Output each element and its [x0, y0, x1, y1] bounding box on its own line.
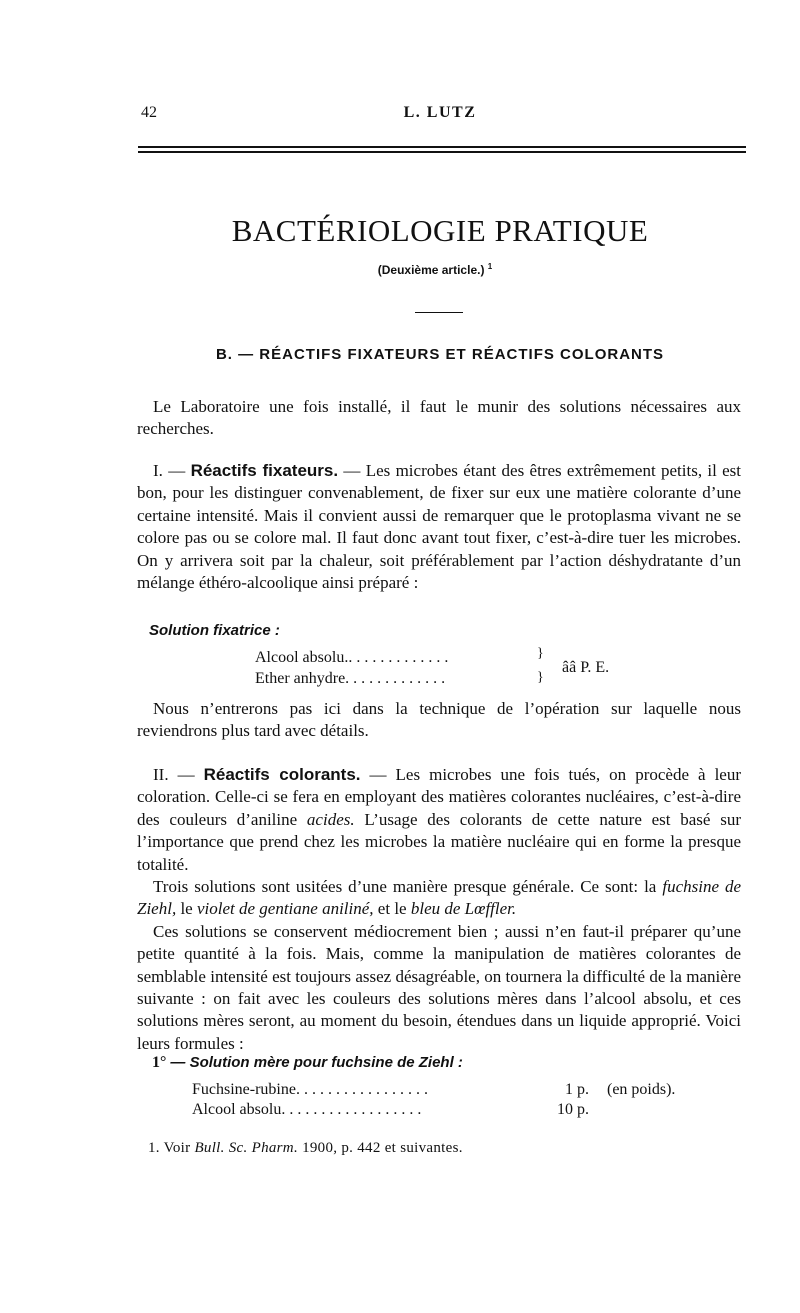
part2-heading: Réactifs colorants. [203, 765, 361, 784]
solution-fixatrice-heading: Solution fixatrice : [149, 622, 280, 639]
after-solution-text: Nous n’entrerons pas ici dans la technique de l’opération sur laquelle nous reviendrons plus tard avec détails. [137, 699, 741, 741]
part2-label: II. — [153, 765, 195, 784]
fuchsine-de-ziehl: fuchsine de Ziehl, [137, 877, 742, 919]
violet-de-gentiane: violet de gentiane aniliné, [196, 899, 374, 919]
solution-line-ether: Ether anhydre. . . . . . . . . . . . . [255, 670, 446, 687]
footnote [148, 1140, 463, 1157]
section-heading: B. — RÉACTIFS FIXATEURS ET RÉACTIFS COLORANTS [215, 346, 665, 363]
footnote-rest: 1900, p. 442 et suivantes. [302, 1140, 463, 1156]
formula1-heading-line [152, 1054, 463, 1072]
formula1-row-qty: 1 p. [565, 1081, 589, 1098]
part1-heading: Réactifs fixateurs. [190, 461, 339, 480]
subtitle-text: (Deuxième article.) [377, 263, 485, 277]
solution-line-alcool: Alcool absolu.. . . . . . . . . . . . . [255, 649, 449, 666]
brace-top: } [537, 646, 544, 661]
part2-et-le: et le [377, 899, 407, 919]
part2-text1: — Les microbes une fois tués, on procède à leur coloration. Celle-ci se fera en employant des matières colorantes nucléaires, c’est-à-dire des couleurs d’aniline [137, 765, 742, 829]
page-title: BACTÉRIOLOGIE PRATIQUE [231, 213, 649, 248]
formula1-row-name: Fuchsine-rubine. . . . . . . . . . . . . . . . . [192, 1081, 428, 1098]
formula1-row-note: (en poids). [607, 1081, 676, 1098]
brace-bottom: } [537, 670, 544, 685]
part1-paragraph [137, 460, 741, 594]
header-rule-top [138, 146, 746, 148]
after-solution-paragraph [137, 698, 741, 743]
bleu-de-loeffler: bleu de Lœffler. [410, 899, 517, 919]
formula1-row-fuchsine [192, 1081, 428, 1099]
part1-label: I. — [153, 461, 186, 480]
subtitle-footnote-marker: 1 [487, 262, 493, 271]
part2-p3: Ces solutions se conservent médiocrement bien ; aussi n’en faut-il préparer qu’une petite quantité à la fois. Mais, comme la manipulation de matières colorantes de semblable intensité est toujours assez désagréable, on tournera la difficulté de la manière suivante : on fait avec les couleurs des solutions mères dans l’alcool absolu, et ces solutions mères seront, au moment du besoin, étendues dans un liquide approprié. Voici leurs formules : [137, 921, 741, 1053]
part2-paragraph [137, 764, 741, 1055]
part2-le: le [180, 899, 193, 919]
title-separator [415, 312, 463, 313]
intro-paragraph [137, 396, 741, 441]
solution-brace [537, 648, 544, 684]
formula1-row-alcool [192, 1101, 421, 1119]
running-header-author: L. LUTZ [403, 104, 477, 121]
part1-text: — Les microbes étant des êtres extrêmement petits, il est bon, pour les distinguer convenablement, de fixer sur eux une matière colorante d’une certaine intensité. Mais il convient aussi de remarquer que le protoplasma vivant ne se colore pas ou se colore mal. Il faut donc avant tout fixer, c’est-à-dire tuer les microbes. On y arrivera soit par la chaleur, soit préférablement par l’action déshydratante d’un mélange éthéro-alcoolique ainsi préparé : [137, 461, 742, 593]
intro-text: Le Laboratoire une fois installé, il faut le munir des solutions nécessaires aux recherches. [137, 397, 741, 439]
footnote-number: 1. Voir [148, 1140, 191, 1156]
formula1-row-qty: 10 p. [557, 1101, 589, 1118]
solution-proportion: ââ P. E. [562, 659, 610, 676]
formula1-heading: — Solution mère pour fuchsine de Ziehl : [170, 1054, 463, 1071]
formula1-row-name: Alcool absolu. . . . . . . . . . . . . . . . . . [192, 1101, 422, 1118]
subtitle [290, 262, 580, 277]
header-rule-bottom [138, 151, 746, 153]
part2-acides: acides. [306, 809, 355, 829]
page-number: 42 [141, 104, 157, 121]
part2-p2-start: Trois solutions sont usitées d’une manière presque générale. Ce sont: la [153, 877, 657, 897]
part2-text2: L’usage des colorants de cette nature est basé sur l’importance que prend chez les microbes la matière nucléaire qui en forme la presque totalité. [137, 809, 741, 874]
footnote-journal: Bull. Sc. Pharm. [194, 1140, 298, 1156]
formula1-number: 1° [152, 1054, 167, 1071]
